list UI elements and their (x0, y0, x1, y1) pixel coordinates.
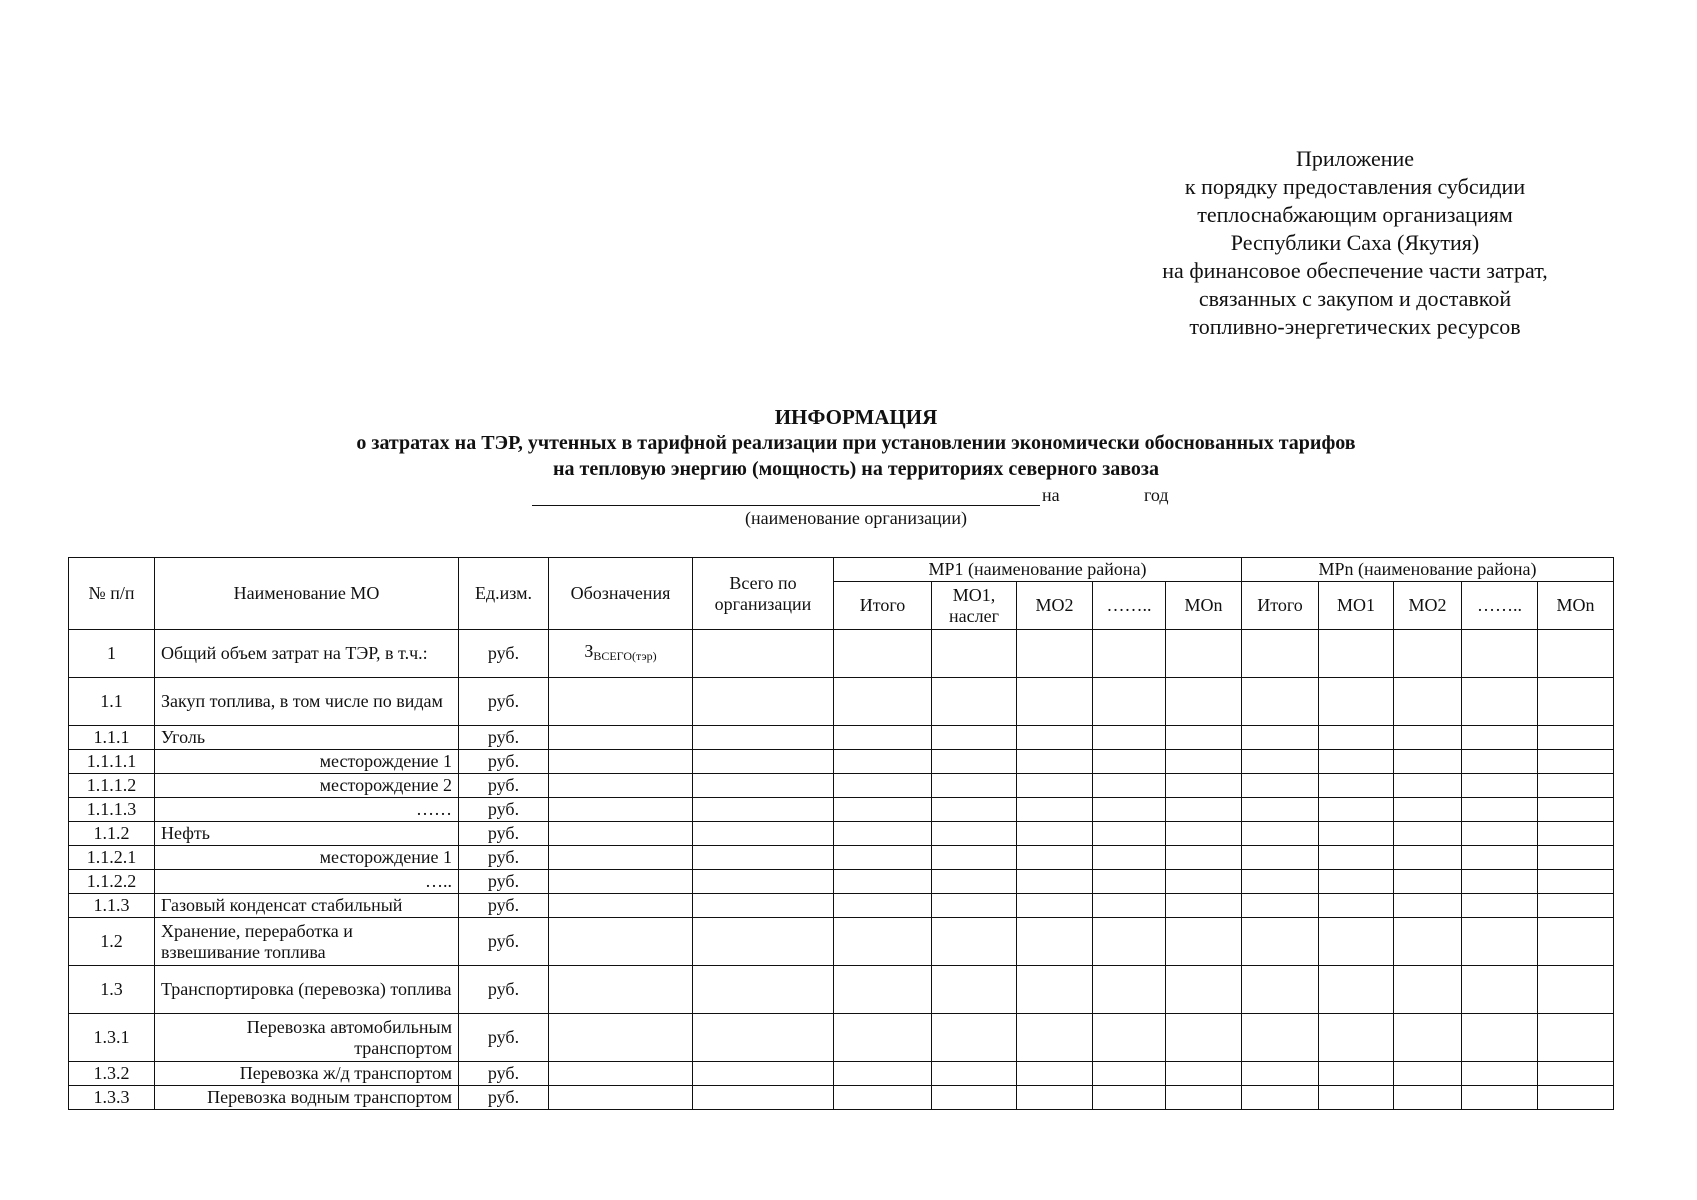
data-cell (1319, 798, 1394, 822)
data-cell (1017, 1086, 1093, 1110)
data-cell (834, 870, 932, 894)
appendix-line: Приложение (1295, 146, 1415, 171)
data-cell (693, 1086, 834, 1110)
data-cell (1462, 798, 1538, 822)
header-mrn-sub: Итого (1242, 582, 1319, 630)
data-cell (932, 1086, 1017, 1110)
data-cell (1538, 870, 1614, 894)
row-unit: руб. (459, 750, 549, 774)
data-cell (693, 966, 834, 1014)
data-cell (932, 1014, 1017, 1062)
data-cell (1538, 1062, 1614, 1086)
table-row (69, 630, 1614, 678)
data-cell (1017, 870, 1093, 894)
appendix-line: к порядку предоставления субсидии (1184, 174, 1526, 199)
data-cell (834, 1086, 932, 1110)
data-cell (1319, 726, 1394, 750)
data-cell (1166, 918, 1242, 966)
data-cell (1166, 726, 1242, 750)
data-cell (1242, 870, 1319, 894)
data-cell (932, 966, 1017, 1014)
data-cell (1319, 630, 1394, 678)
data-cell (932, 918, 1017, 966)
data-cell (1538, 846, 1614, 870)
data-cell (1319, 966, 1394, 1014)
data-cell (1242, 726, 1319, 750)
data-cell (1017, 918, 1093, 966)
table-row (69, 798, 1614, 822)
data-cell (1538, 678, 1614, 726)
data-cell (1166, 966, 1242, 1014)
data-cell (1538, 1086, 1614, 1110)
data-cell (1166, 774, 1242, 798)
data-cell (1319, 870, 1394, 894)
data-cell (1319, 678, 1394, 726)
row-num: 1.1.2 (69, 822, 155, 846)
data-cell (932, 630, 1017, 678)
data-cell (932, 870, 1017, 894)
data-cell (932, 726, 1017, 750)
data-cell (693, 1062, 834, 1086)
data-cell (834, 1062, 932, 1086)
data-cell (932, 1062, 1017, 1086)
header-mrn-sub: МО2 (1394, 582, 1462, 630)
data-cell (1538, 630, 1614, 678)
data-cell (1394, 750, 1462, 774)
data-cell (1242, 1086, 1319, 1110)
data-cell (1093, 1062, 1166, 1086)
data-cell (1394, 966, 1462, 1014)
data-cell (1462, 894, 1538, 918)
data-cell (693, 798, 834, 822)
header-mr1-sub: МО2 (1017, 582, 1093, 630)
header-designation: Обозначения (549, 558, 693, 630)
data-cell (1093, 630, 1166, 678)
data-cell (1462, 846, 1538, 870)
row-name: Закуп топлива, в том числе по видам (155, 678, 459, 726)
row-name: …… (155, 798, 459, 822)
data-cell (1093, 846, 1166, 870)
data-cell (1166, 750, 1242, 774)
designation-symbol: З (584, 640, 594, 661)
data-cell (1394, 1086, 1462, 1110)
data-cell (1166, 894, 1242, 918)
data-cell (1462, 1062, 1538, 1086)
header-mr1: МР1 (наименование района) (834, 558, 1242, 582)
row-num: 1.1.1.2 (69, 774, 155, 798)
header-name: Наименование МО (155, 558, 459, 630)
row-name: месторождение 1 (155, 750, 459, 774)
table-row (69, 1062, 1614, 1086)
data-cell (1242, 918, 1319, 966)
row-unit: руб. (459, 846, 549, 870)
data-cell (1017, 726, 1093, 750)
row-num: 1.2 (69, 918, 155, 966)
header-mr1-sub: МО1, наслег (932, 582, 1017, 630)
data-cell (1462, 966, 1538, 1014)
data-cell (1166, 870, 1242, 894)
data-cell (1394, 774, 1462, 798)
data-cell (1538, 822, 1614, 846)
row-unit: руб. (459, 966, 549, 1014)
row-designation (549, 918, 693, 966)
appendix-line: связанных с закупом и доставкой (1198, 286, 1512, 311)
data-cell (1166, 846, 1242, 870)
row-num: 1 (69, 630, 155, 678)
data-cell (1462, 918, 1538, 966)
data-cell (834, 1014, 932, 1062)
row-unit: руб. (459, 678, 549, 726)
row-designation (549, 1014, 693, 1062)
data-cell (1538, 894, 1614, 918)
data-cell (1394, 1062, 1462, 1086)
row-designation (549, 750, 693, 774)
data-cell (1394, 870, 1462, 894)
row-designation (549, 870, 693, 894)
row-unit: руб. (459, 822, 549, 846)
row-num: 1.1.1 (69, 726, 155, 750)
data-cell (1017, 822, 1093, 846)
data-cell (1394, 630, 1462, 678)
row-designation (549, 630, 693, 678)
data-cell (1462, 678, 1538, 726)
org-year-label: год (1144, 485, 1169, 505)
data-cell (1017, 1062, 1093, 1086)
data-cell (1462, 726, 1538, 750)
data-cell (834, 798, 932, 822)
data-cell (1093, 966, 1166, 1014)
data-cell (1242, 774, 1319, 798)
data-cell (834, 750, 932, 774)
appendix-line: на финансовое обеспечение части затрат, (1162, 258, 1548, 283)
costs-table (68, 557, 1614, 1110)
table-row (69, 726, 1614, 750)
data-cell (932, 750, 1017, 774)
row-designation (549, 894, 693, 918)
data-cell (693, 870, 834, 894)
data-cell (1462, 822, 1538, 846)
row-unit: руб. (459, 630, 549, 678)
data-cell (1319, 894, 1394, 918)
data-cell (1093, 726, 1166, 750)
data-cell (693, 678, 834, 726)
title-subline: о затратах на ТЭР, учтенных в тарифной реализации при установлении экономически обоснованных тарифов (356, 432, 1356, 454)
data-cell (1538, 918, 1614, 966)
header-mr1-sub: Итого (834, 582, 932, 630)
data-cell (834, 894, 932, 918)
data-cell (1242, 798, 1319, 822)
row-designation (549, 846, 693, 870)
row-name: Перевозка автомобильным транспортом (155, 1014, 459, 1062)
data-cell (932, 774, 1017, 798)
data-cell (1319, 1062, 1394, 1086)
data-cell (1319, 918, 1394, 966)
data-cell (1462, 1014, 1538, 1062)
row-name: месторождение 2 (155, 774, 459, 798)
data-cell (1242, 678, 1319, 726)
header-mrn-sub: МО1 (1319, 582, 1394, 630)
title-heading: ИНФОРМАЦИЯ (774, 405, 938, 429)
row-name: Хранение, переработка и взвешивание топлива (155, 918, 459, 966)
row-num: 1.1.2.1 (69, 846, 155, 870)
row-num: 1.3 (69, 966, 155, 1014)
data-cell (1166, 1086, 1242, 1110)
table-row (69, 1086, 1614, 1110)
data-cell (834, 630, 932, 678)
data-cell (1394, 894, 1462, 918)
row-num: 1.1 (69, 678, 155, 726)
data-cell (1394, 822, 1462, 846)
row-name: Перевозка ж/д транспортом (155, 1062, 459, 1086)
data-cell (693, 630, 834, 678)
appendix-line: топливно-энергетических ресурсов (1189, 314, 1521, 339)
data-cell (1093, 1014, 1166, 1062)
data-cell (1093, 750, 1166, 774)
appendix-line: теплоснабжающим организациям (1197, 202, 1513, 227)
row-designation (549, 678, 693, 726)
data-cell (1462, 630, 1538, 678)
data-cell (1538, 966, 1614, 1014)
data-cell (1166, 822, 1242, 846)
data-cell (693, 822, 834, 846)
header-mrn: МРn (наименование района) (1242, 558, 1614, 582)
table-row (69, 774, 1614, 798)
data-cell (1166, 1014, 1242, 1062)
row-num: 1.3.3 (69, 1086, 155, 1110)
data-cell (932, 846, 1017, 870)
header-mrn-sub: МОn (1538, 582, 1614, 630)
data-cell (1017, 1014, 1093, 1062)
data-cell (1538, 750, 1614, 774)
row-name: Уголь (155, 726, 459, 750)
data-cell (1242, 1014, 1319, 1062)
data-cell (1394, 798, 1462, 822)
table-row (69, 870, 1614, 894)
data-cell (1242, 822, 1319, 846)
data-cell (1242, 630, 1319, 678)
data-cell (1538, 774, 1614, 798)
data-cell (1319, 822, 1394, 846)
row-num: 1.1.1.3 (69, 798, 155, 822)
row-designation (549, 774, 693, 798)
data-cell (1462, 1086, 1538, 1110)
header-mr1-sub: …….. (1093, 582, 1166, 630)
row-designation (549, 822, 693, 846)
table-row (69, 918, 1614, 966)
data-cell (1242, 846, 1319, 870)
data-cell (834, 846, 932, 870)
title-subline: на тепловую энергию (мощность) на территориях северного завоза (553, 458, 1159, 480)
table-body (69, 630, 1614, 1110)
row-name: Общий объем затрат на ТЭР, в т.ч.: (155, 630, 459, 678)
data-cell (1093, 678, 1166, 726)
data-cell (1093, 1086, 1166, 1110)
data-cell (1394, 726, 1462, 750)
row-unit: руб. (459, 1062, 549, 1086)
data-cell (1394, 678, 1462, 726)
row-designation (549, 726, 693, 750)
data-cell (932, 894, 1017, 918)
data-cell (1166, 1062, 1242, 1086)
row-name: месторождение 1 (155, 846, 459, 870)
data-cell (1017, 894, 1093, 918)
row-designation (549, 1062, 693, 1086)
data-cell (1093, 774, 1166, 798)
row-num: 1.3.1 (69, 1014, 155, 1062)
row-name: Нефть (155, 822, 459, 846)
data-cell (1017, 678, 1093, 726)
header-mrn-sub: …….. (1462, 582, 1538, 630)
data-cell (1319, 750, 1394, 774)
row-unit: руб. (459, 1014, 549, 1062)
data-cell (1319, 846, 1394, 870)
row-unit: руб. (459, 774, 549, 798)
data-cell (932, 798, 1017, 822)
data-cell (1319, 774, 1394, 798)
row-unit: руб. (459, 1086, 549, 1110)
row-designation (549, 966, 693, 1014)
header-num: № п/п (69, 558, 155, 630)
data-cell (693, 894, 834, 918)
row-unit: руб. (459, 726, 549, 750)
row-num: 1.3.2 (69, 1062, 155, 1086)
data-cell (1093, 870, 1166, 894)
header-unit: Ед.изм. (459, 558, 549, 630)
table-row (69, 822, 1614, 846)
data-cell (1319, 1086, 1394, 1110)
data-cell (1462, 774, 1538, 798)
data-cell (1242, 966, 1319, 1014)
data-cell (1093, 894, 1166, 918)
data-cell (1394, 918, 1462, 966)
row-unit: руб. (459, 870, 549, 894)
data-cell (1394, 1014, 1462, 1062)
data-cell (1166, 798, 1242, 822)
header-total: Всего по организации (693, 558, 834, 630)
table-row (69, 678, 1614, 726)
data-cell (1319, 1014, 1394, 1062)
row-num: 1.1.2.2 (69, 870, 155, 894)
data-cell (1538, 798, 1614, 822)
data-cell (1017, 798, 1093, 822)
data-cell (693, 726, 834, 750)
header-mr1-sub: МОn (1166, 582, 1242, 630)
data-cell (1538, 1014, 1614, 1062)
data-cell (834, 966, 932, 1014)
data-cell (693, 918, 834, 966)
row-name: Транспортировка (перевозка) топлива (155, 966, 459, 1014)
appendix-block (1135, 145, 1575, 341)
row-designation (549, 1086, 693, 1110)
row-name: Перевозка водным транспортом (155, 1086, 459, 1110)
data-cell (1017, 630, 1093, 678)
row-unit: руб. (459, 798, 549, 822)
row-unit: руб. (459, 918, 549, 966)
row-designation (549, 798, 693, 822)
data-cell (932, 822, 1017, 846)
table-row (69, 750, 1614, 774)
appendix-line: Республики Саха (Якутия) (1230, 230, 1480, 255)
row-name: Газовый конденсат стабильный (155, 894, 459, 918)
organization-blank (532, 487, 1040, 506)
data-cell (1093, 822, 1166, 846)
org-na-label: на (1042, 485, 1060, 505)
data-cell (1093, 918, 1166, 966)
data-cell (1017, 846, 1093, 870)
data-cell (1242, 1062, 1319, 1086)
table-row (69, 966, 1614, 1014)
table-row (69, 846, 1614, 870)
data-cell (1093, 798, 1166, 822)
data-cell (834, 774, 932, 798)
data-cell (834, 822, 932, 846)
data-cell (1242, 750, 1319, 774)
data-cell (1538, 726, 1614, 750)
table-row (69, 1014, 1614, 1062)
organization-caption: (наименование организации) (745, 508, 967, 528)
data-cell (1017, 774, 1093, 798)
data-cell (693, 750, 834, 774)
data-cell (1166, 678, 1242, 726)
data-cell (834, 678, 932, 726)
document-title (0, 404, 1697, 482)
data-cell (1017, 750, 1093, 774)
data-cell (834, 918, 932, 966)
data-cell (834, 726, 932, 750)
data-cell (1242, 894, 1319, 918)
row-num: 1.1.3 (69, 894, 155, 918)
designation-subscript: ВСЕГО(тэр) (593, 648, 657, 663)
table-row (69, 894, 1614, 918)
row-num: 1.1.1.1 (69, 750, 155, 774)
data-cell (1462, 870, 1538, 894)
data-cell (1394, 846, 1462, 870)
data-cell (1017, 966, 1093, 1014)
organization-line (532, 484, 1169, 506)
data-cell (693, 1014, 834, 1062)
data-cell (693, 774, 834, 798)
row-name: ….. (155, 870, 459, 894)
data-cell (693, 846, 834, 870)
data-cell (1462, 750, 1538, 774)
data-cell (1166, 630, 1242, 678)
row-unit: руб. (459, 894, 549, 918)
data-cell (932, 678, 1017, 726)
